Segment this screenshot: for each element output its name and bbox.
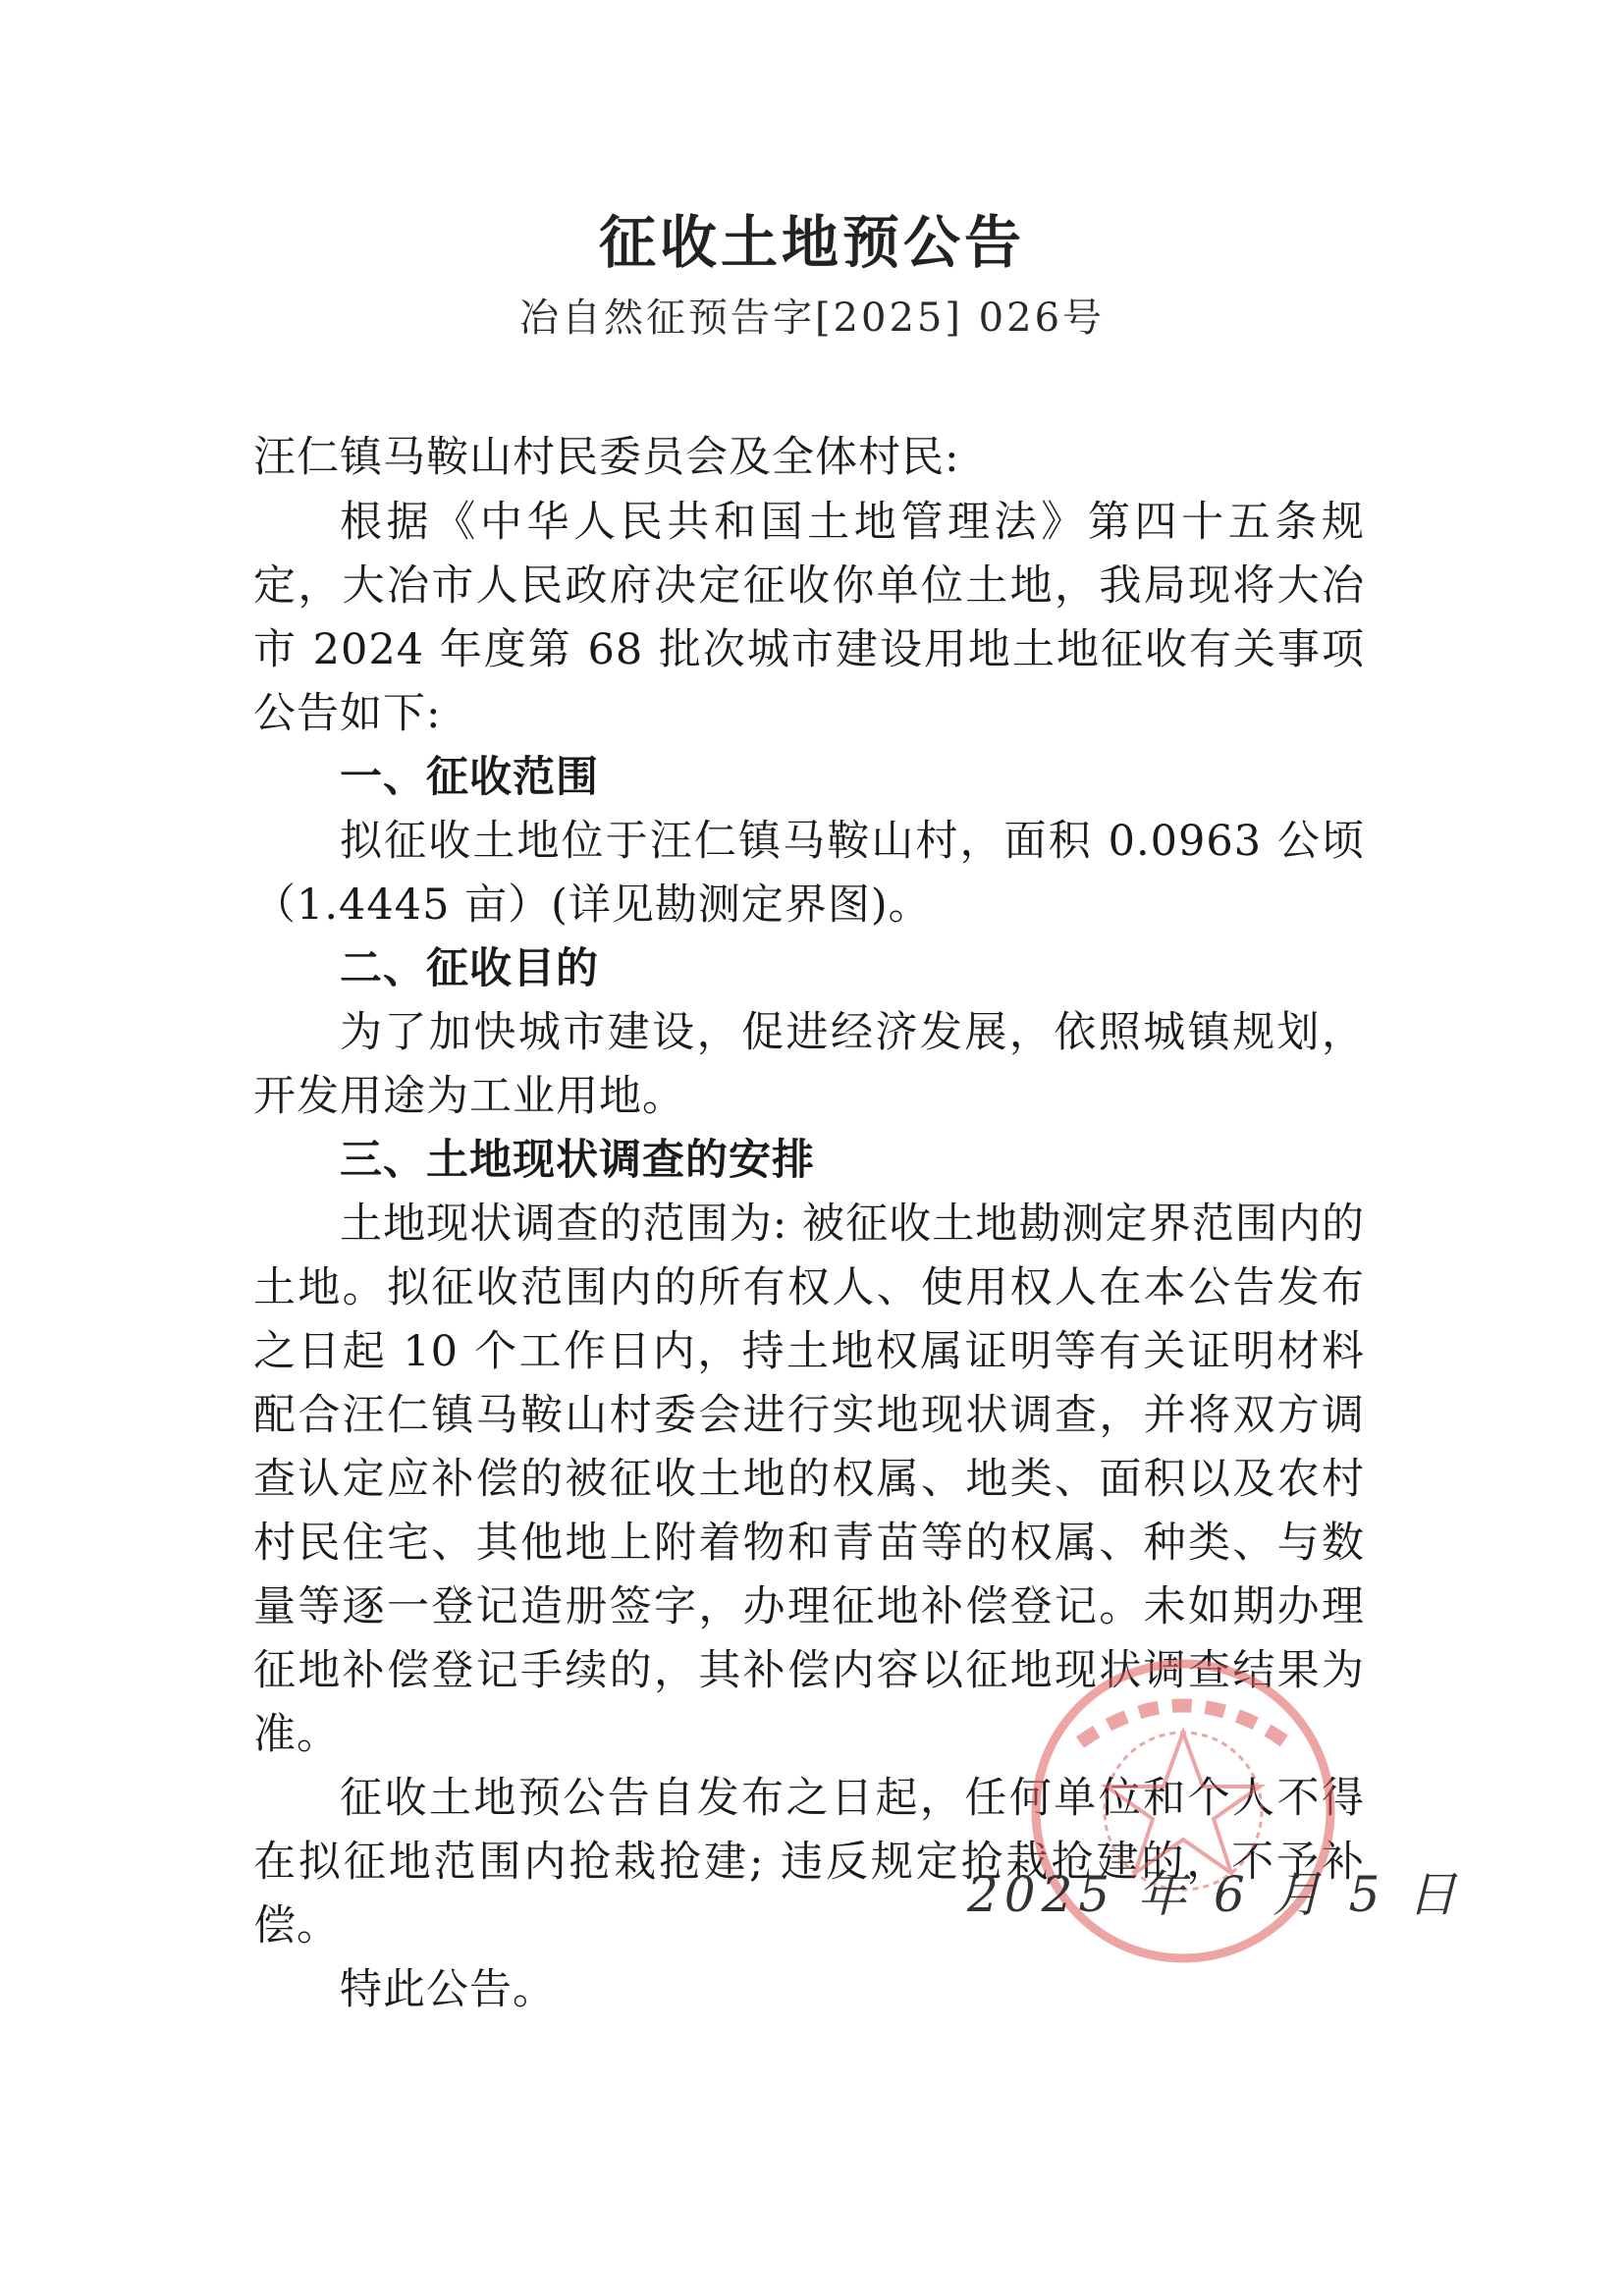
paragraph-scope: 拟征收土地位于汪仁镇马鞍山村，面积 0.0963 公顷（1.4445 亩）(详见勘测定界图)。	[253, 817, 1365, 930]
paragraph-survey: 土地现状调查的范围为: 被征收土地勘测定界范围内的土地。拟征收范围内的所有权人、使用权人在本公告发布之日起 10 个工作日内，持土地权属证明等有关证明材料配合汪仁镇马鞍山村委会进行实地现状调查，并将双方调查认定应补偿的被征收土地的权属、地类、面积以及农村村民住宅、其他地上附着物和青苗等的权属、种类、与数量等逐一登记造册签字，办理征地补偿登记。未如期办理征地补偿登记手续的，其补偿内容以征地现状调查结果为准。	[253, 1200, 1365, 1759]
section-heading: 一、征收范围	[340, 753, 599, 802]
page-title: 征收土地预公告	[598, 209, 1025, 276]
paragraph-closing: 特此公告。	[340, 1965, 556, 2014]
paragraph-prohibition: 征收土地预公告自发布之日起，任何单位和个人不得在拟征地范围内抢栽抢建; 违反规定抢栽抢建的，不予补偿。	[253, 1774, 1365, 1950]
addressee: 汪仁镇马鞍山村民委员会及全体村民:	[253, 433, 960, 482]
document-number: 冶自然征预告字[2025] 026号	[518, 295, 1106, 341]
section-heading: 二、征收目的	[340, 944, 599, 993]
paragraph-intro: 根据《中华人民共和国土地管理法》第四十五条规定，大冶市人民政府决定征收你单位土地，我局现将大冶市 2024 年度第 68 批次城市建设用地土地征收有关事项公告如下:	[253, 498, 1365, 738]
section-heading: 三、土地现状调查的安排	[340, 1136, 815, 1185]
signature-date: 2025 年 6 月 5 日	[967, 1866, 1463, 1923]
paragraph-purpose: 为了加快城市建设，促进经济发展，依照城镇规划，开发用途为工业用地。	[253, 1008, 1365, 1121]
